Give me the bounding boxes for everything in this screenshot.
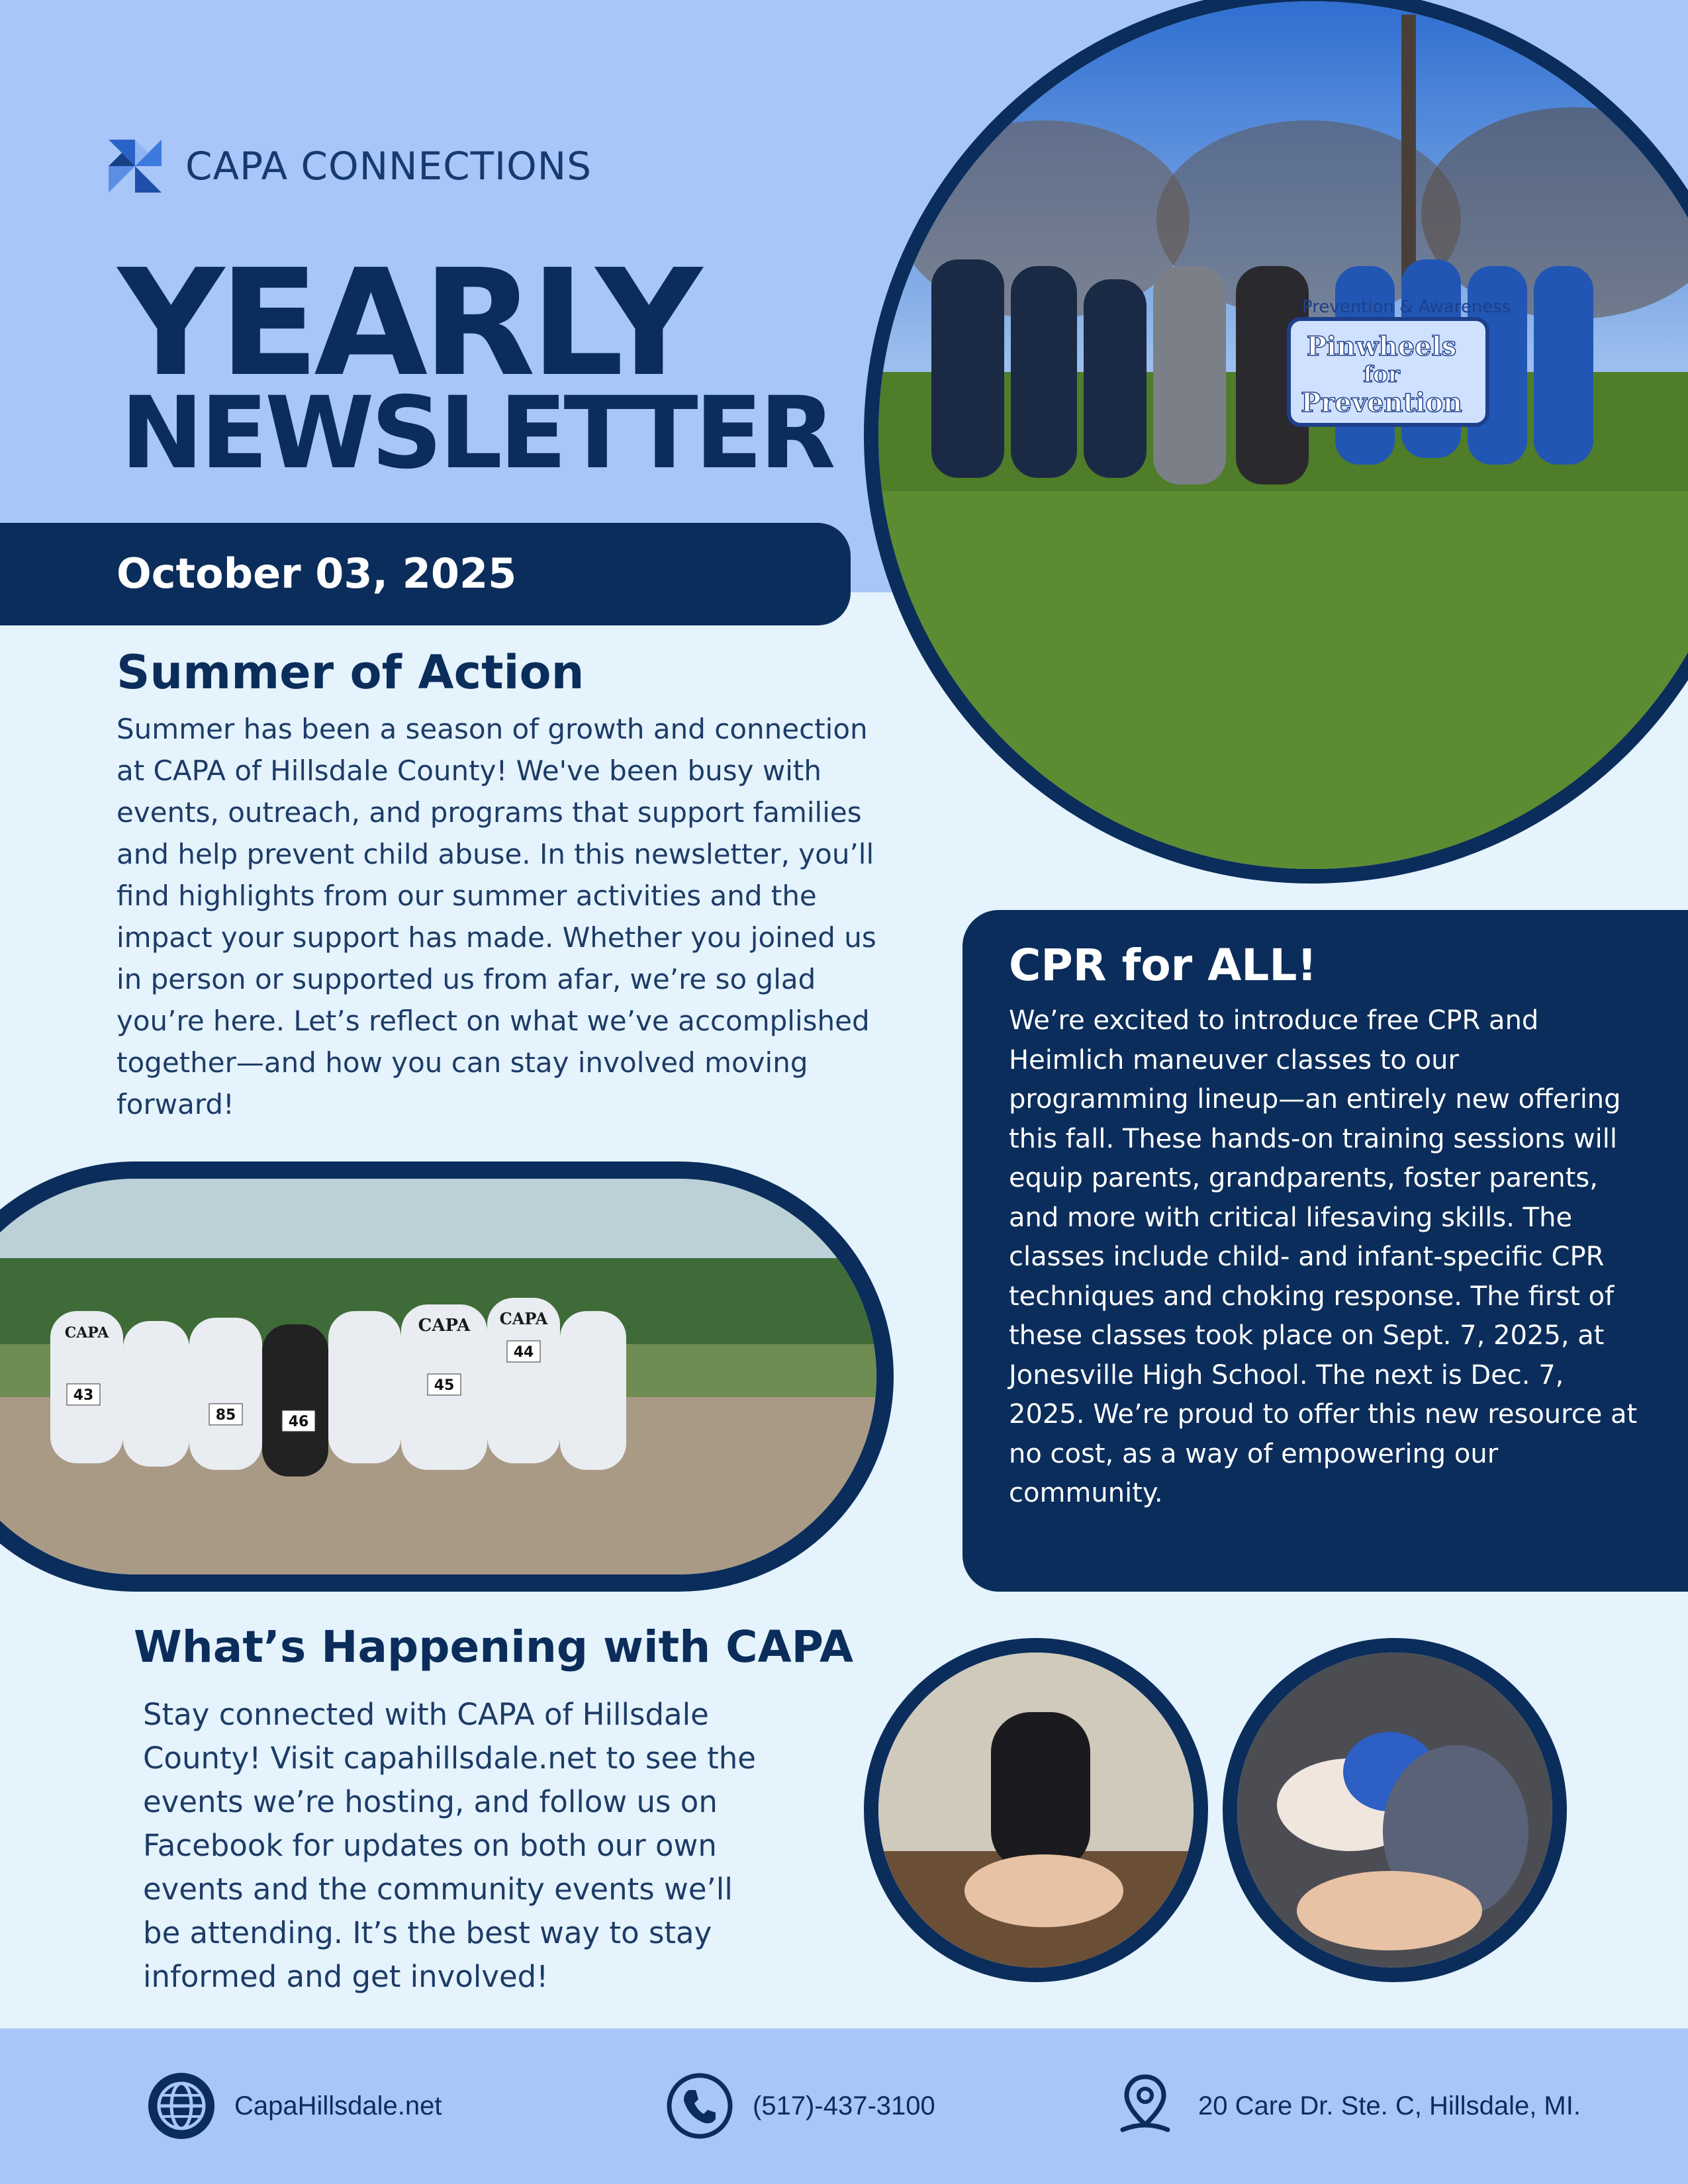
summer-body: Summer has been a season of growth and connection at CAPA of Hillsdale County! We've been busy with events, outreach, and programs that support families and help prevent child abuse. In this newsletter, you’ll find highlights from our summer activities and the impact your support has made. Whether you joined us in person or supported us from afar, we’re so glad you’re here. Let’s reflect on what we’ve accomplished together—and how you can stay involved moving forward!	[117, 713, 876, 1120]
cpr-section	[962, 910, 1688, 1592]
pinwheel-icon	[105, 136, 165, 197]
banner-line-3: Prevention	[1301, 387, 1462, 418]
location-pin-icon	[1111, 2071, 1180, 2140]
shirt-text: CAPA	[418, 1316, 471, 1336]
banner-line-2: for	[1363, 361, 1400, 388]
cpr-training-photo-2	[1223, 1638, 1567, 1982]
bib-number: 46	[288, 1414, 309, 1430]
banner-line-1: Pinwheels	[1306, 331, 1457, 362]
happening-body: Stay connected with CAPA of Hillsdale County! Visit capahillsdale.net to see the events we’re hosting, and follow us on Facebook for updates on both our own events and the community events we’ll be attending. It’s the best way to stay informed and get involved!	[143, 1697, 756, 1994]
website-link[interactable]: CapaHillsdale.net	[234, 2091, 442, 2120]
cpr-heading: CPR for ALL!	[1009, 940, 1317, 991]
phone-icon	[665, 2071, 734, 2140]
summer-heading: Summer of Action	[117, 645, 585, 700]
footer	[0, 2028, 1688, 2184]
globe-icon	[147, 2071, 216, 2140]
shirt-text: CAPA	[64, 1324, 109, 1342]
bib-number: 43	[73, 1387, 94, 1404]
title-yearly: YEARLY	[118, 238, 697, 409]
date-bar	[0, 523, 851, 625]
brand-name: CAPA CONNECTIONS	[185, 144, 592, 189]
footer-phone[interactable]	[665, 2071, 935, 2140]
happening-heading: What’s Happening with CAPA	[134, 1621, 854, 1672]
color-run-photo	[0, 1161, 894, 1592]
cpr-training-photo-1	[864, 1638, 1208, 1982]
issue-date: October 03, 2025	[117, 549, 517, 598]
shirt-text: CAPA	[499, 1309, 548, 1328]
cpr-body: We’re excited to introduce free CPR and Heimlich maneuver classes to our programming lineup—an entirely new offering this fall. These hands-on training sessions will equip parents, grandparents, foster parents, and more with critical lifesaving skills. The classes include child- and infant-specific CPR techniques and choking response. The first of these classes took place on Sept. 7, 2025, at Jonesville High School. The next is Dec. 7, 2025. We’re proud to offer this new resource at no cost, as a way of empowering our community.	[1009, 1005, 1638, 1508]
group-photo-pinwheels	[864, 0, 1688, 884]
footer-website[interactable]	[147, 2071, 442, 2140]
bib-number: 85	[215, 1407, 236, 1424]
footer-address[interactable]	[1111, 2071, 1581, 2140]
bib-number: 44	[513, 1344, 534, 1361]
address-text: 20 Care Dr. Ste. C, Hillsdale, MI.	[1198, 2091, 1581, 2120]
bib-number: 45	[434, 1377, 455, 1394]
title-newsletter: NEWSLETTER	[120, 376, 833, 491]
banner-arc-text: Prevention & Awareness	[1302, 297, 1511, 317]
brand	[105, 136, 592, 197]
phone-number[interactable]: (517)-437-3100	[753, 2091, 935, 2120]
